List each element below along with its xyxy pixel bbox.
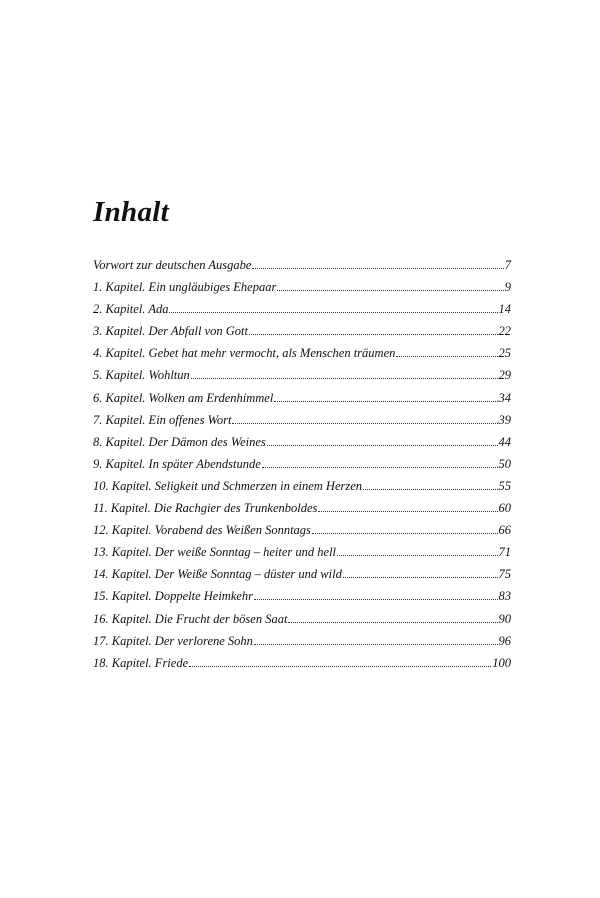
toc-entry	[93, 567, 511, 589]
toc-entry	[93, 368, 511, 390]
toc-entry-label: 18. Kapitel. Friede	[93, 655, 189, 670]
toc-leader-dots	[337, 555, 497, 556]
toc-entry-page: 9	[504, 280, 511, 295]
toc-entry-label: 6. Kapitel. Wolken am Erdenhimmel	[93, 390, 274, 405]
toc-entry-page: 100	[492, 655, 511, 670]
toc-leader-dots	[267, 445, 498, 446]
toc-entry-page: 44	[498, 434, 511, 449]
toc-entry	[93, 457, 511, 479]
toc-entry-label: 10. Kapitel. Seligkeit und Schmerzen in einem Herzen	[93, 478, 363, 493]
toc-entry-page: 55	[498, 478, 511, 493]
toc-leader-dots	[232, 423, 497, 424]
toc-leader-dots	[191, 378, 498, 379]
toc-entry	[93, 346, 511, 368]
toc-entry	[93, 612, 511, 634]
toc-entry-label: 17. Kapitel. Der verlorene Sohn	[93, 633, 253, 648]
toc-entry	[93, 435, 511, 457]
toc-leader-dots	[277, 290, 503, 291]
toc-entry-page: 66	[498, 523, 511, 538]
toc-entry-page: 39	[498, 412, 511, 427]
toc-leader-dots	[252, 268, 503, 269]
toc-leader-dots	[249, 334, 498, 335]
toc-entry-page: 34	[498, 390, 511, 405]
toc-entry	[93, 523, 511, 545]
page-title: Inhalt	[93, 196, 169, 228]
toc-entry	[93, 545, 511, 567]
toc-leader-dots	[396, 356, 497, 357]
toc-entry	[93, 258, 511, 280]
table-of-contents	[93, 258, 511, 678]
toc-entry-page: 29	[498, 368, 511, 383]
toc-entry-label: 1. Kapitel. Ein ungläubiges Ehepaar	[93, 280, 277, 295]
toc-entry-page: 96	[498, 633, 511, 648]
toc-entry-label: 13. Kapitel. Der weiße Sonntag – heiter und hell	[93, 545, 337, 560]
toc-entry-label: 15. Kapitel. Doppelte Heimkehr	[93, 589, 254, 604]
toc-leader-dots	[189, 666, 491, 667]
toc-entry-page: 60	[498, 501, 511, 516]
toc-leader-dots	[274, 401, 497, 402]
toc-entry-label: 8. Kapitel. Der Dämon des Weines	[93, 434, 266, 449]
toc-leader-dots	[254, 644, 498, 645]
toc-entry	[93, 656, 511, 678]
toc-entry-label: 7. Kapitel. Ein offenes Wort	[93, 412, 232, 427]
toc-leader-dots	[262, 467, 498, 468]
toc-entry-label: 2. Kapitel. Ada	[93, 302, 169, 317]
toc-leader-dots	[169, 312, 497, 313]
toc-entry-page: 22	[498, 324, 511, 339]
toc-leader-dots	[288, 622, 497, 623]
toc-entry-page: 50	[498, 456, 511, 471]
toc-entry-label: 11. Kapitel. Die Rachgier des Trunkenboldes	[93, 501, 318, 516]
toc-entry-page: 7	[504, 258, 511, 272]
toc-entry	[93, 479, 511, 501]
toc-entry	[93, 413, 511, 435]
toc-entry	[93, 501, 511, 523]
toc-leader-dots	[343, 577, 498, 578]
toc-entry-label: 16. Kapitel. Die Frucht der bösen Saat	[93, 611, 288, 626]
toc-entry-label: 5. Kapitel. Wohltun	[93, 368, 190, 383]
toc-entry-page: 75	[498, 567, 511, 582]
toc-entry	[93, 302, 511, 324]
toc-entry-page: 14	[498, 302, 511, 317]
toc-entry	[93, 391, 511, 413]
toc-entry	[93, 324, 511, 346]
toc-leader-dots	[312, 533, 498, 534]
toc-entry-label: 4. Kapitel. Gebet hat mehr vermocht, als Menschen träumen	[93, 346, 396, 361]
toc-entry-label: Vorwort zur deutschen Ausgabe	[93, 258, 252, 272]
toc-entry-label: 9. Kapitel. In später Abendstunde	[93, 456, 261, 471]
toc-leader-dots	[254, 599, 497, 600]
toc-entry-page: 71	[498, 545, 511, 560]
toc-entry	[93, 280, 511, 302]
toc-entry-label: 12. Kapitel. Vorabend des Weißen Sonntags	[93, 523, 311, 538]
toc-leader-dots	[363, 489, 497, 490]
toc-entry-label: 3. Kapitel. Der Abfall von Gott	[93, 324, 248, 339]
toc-entry-label: 14. Kapitel. Der Weiße Sonntag – düster und wild	[93, 567, 342, 582]
toc-entry-page: 25	[498, 346, 511, 361]
toc-entry-page: 83	[498, 589, 511, 604]
toc-entry-page: 90	[498, 611, 511, 626]
toc-leader-dots	[318, 511, 497, 512]
toc-entry	[93, 634, 511, 656]
toc-entry	[93, 589, 511, 611]
